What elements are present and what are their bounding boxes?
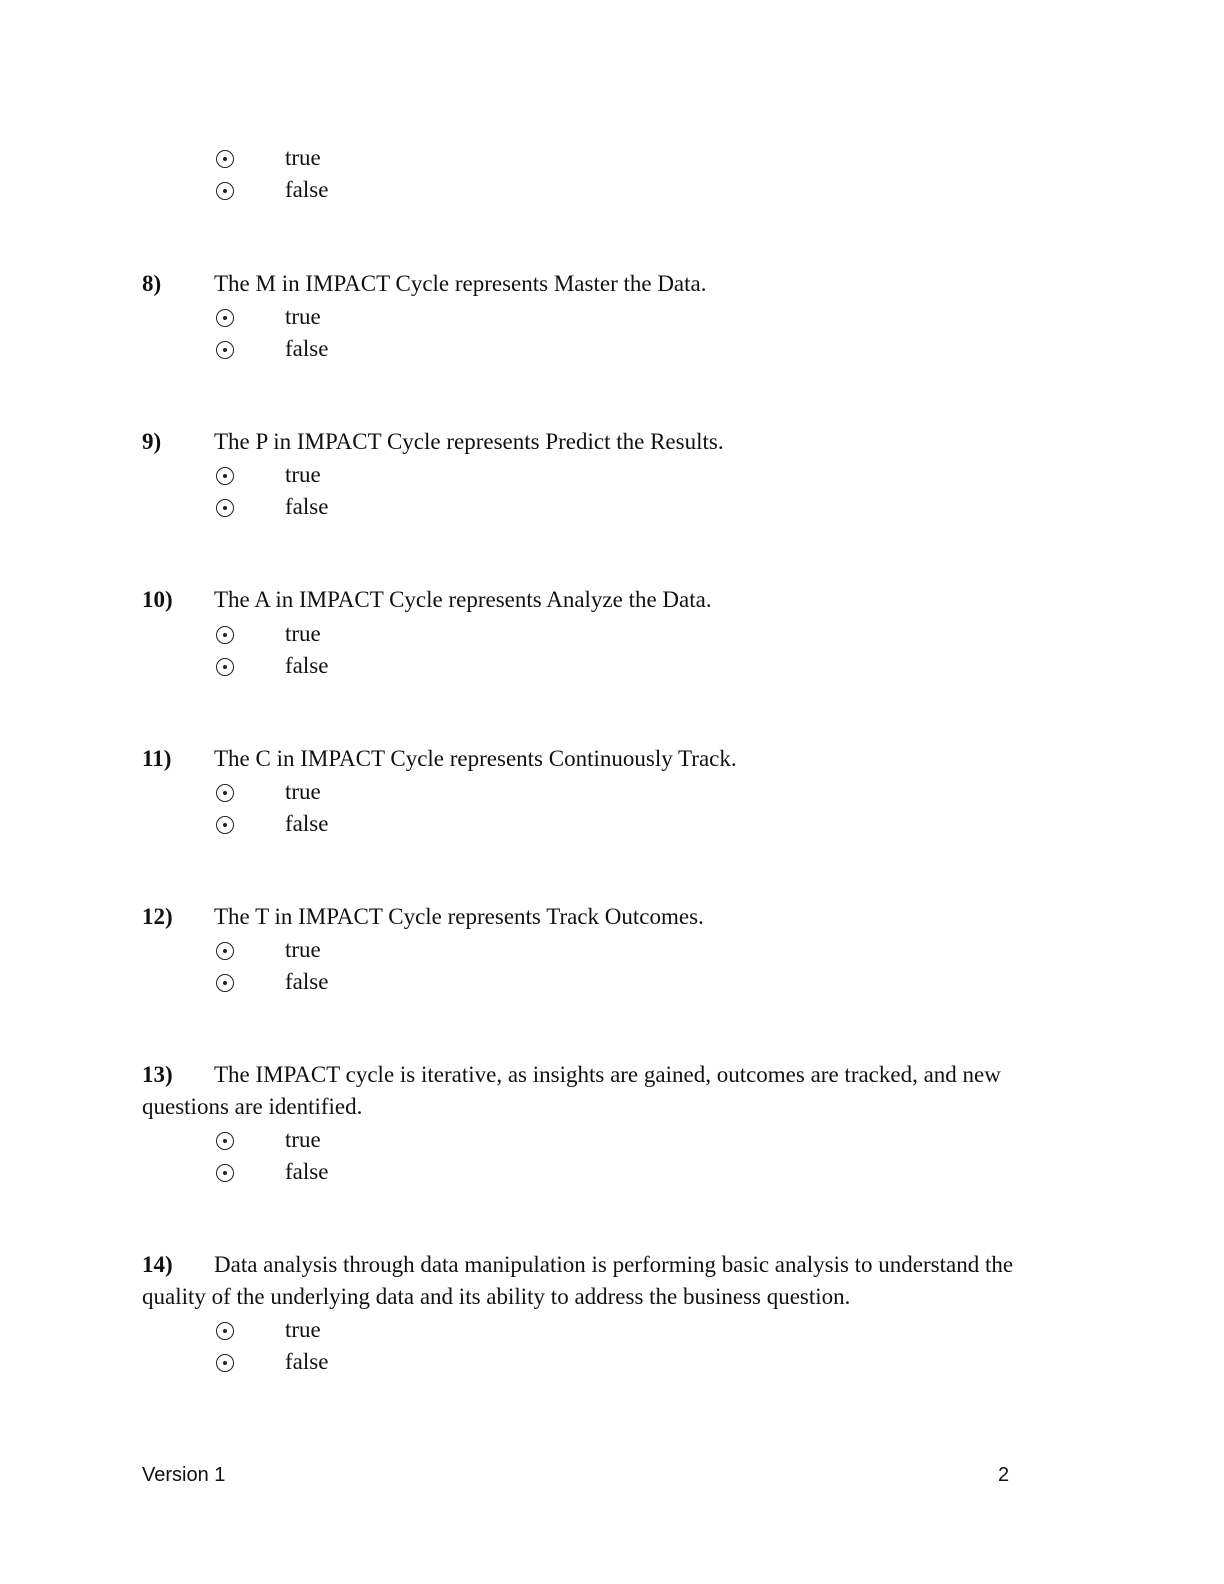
radio-icon[interactable] xyxy=(216,499,234,517)
radio-icon[interactable] xyxy=(216,309,234,327)
question-8 xyxy=(142,268,1072,300)
radio-icon[interactable] xyxy=(216,942,234,960)
option-false[interactable] xyxy=(0,177,600,208)
radio-icon[interactable] xyxy=(216,626,234,644)
footer-page-number: 2 xyxy=(998,1464,1010,1486)
question-text: Data analysis through data manipulation is performing basic analysis to understand the quality of the underlying data and its ability to address the business question. xyxy=(142,1252,1014,1309)
option-label: false xyxy=(285,1159,329,1184)
option-label: true xyxy=(285,779,321,804)
radio-icon[interactable] xyxy=(216,467,234,485)
question-11 xyxy=(142,743,1072,775)
option-false[interactable] xyxy=(0,336,600,367)
question-text: The IMPACT cycle is iterative, as insights are gained, outcomes are tracked, and new questions are identified. xyxy=(142,1062,1001,1119)
option-label: false xyxy=(285,653,329,678)
question-14 xyxy=(142,1249,1072,1313)
option-false[interactable] xyxy=(0,1349,600,1380)
question-text: The C in IMPACT Cycle represents Continuously Track. xyxy=(214,746,737,771)
option-true[interactable] xyxy=(0,1127,600,1158)
question-number: 10) xyxy=(142,587,173,612)
option-true[interactable] xyxy=(0,462,600,493)
radio-icon[interactable] xyxy=(216,816,234,834)
question-number: 12) xyxy=(142,904,173,929)
option-label: false xyxy=(285,336,329,361)
radio-icon[interactable] xyxy=(216,341,234,359)
question-text: The P in IMPACT Cycle represents Predict the Results. xyxy=(214,429,724,454)
option-label: true xyxy=(285,304,321,329)
option-false[interactable] xyxy=(0,653,600,684)
option-label: false xyxy=(285,969,329,994)
option-label: false xyxy=(285,177,329,202)
option-label: false xyxy=(285,811,329,836)
radio-icon[interactable] xyxy=(216,1164,234,1182)
radio-icon[interactable] xyxy=(216,1132,234,1150)
question-number: 14) xyxy=(142,1252,173,1277)
option-label: true xyxy=(285,937,321,962)
option-false[interactable] xyxy=(0,969,600,1000)
option-label: true xyxy=(285,145,321,170)
radio-icon[interactable] xyxy=(216,150,234,168)
question-text: The A in IMPACT Cycle represents Analyze the Data. xyxy=(214,587,712,612)
option-label: true xyxy=(285,462,321,487)
footer-version: Version 1 xyxy=(142,1464,226,1486)
question-number: 13) xyxy=(142,1062,173,1087)
question-13 xyxy=(142,1059,1072,1123)
option-false[interactable] xyxy=(0,1159,600,1190)
question-12 xyxy=(142,901,1072,933)
option-label: false xyxy=(285,1349,329,1374)
option-label: true xyxy=(285,621,321,646)
option-false[interactable] xyxy=(0,811,600,842)
option-true[interactable] xyxy=(0,937,600,968)
radio-icon[interactable] xyxy=(216,1322,234,1340)
question-9 xyxy=(142,426,1072,458)
radio-icon[interactable] xyxy=(216,1354,234,1372)
question-text: The M in IMPACT Cycle represents Master the Data. xyxy=(214,271,707,296)
option-label: true xyxy=(285,1317,321,1342)
option-false[interactable] xyxy=(0,494,600,525)
radio-icon[interactable] xyxy=(216,974,234,992)
question-text: The T in IMPACT Cycle represents Track Outcomes. xyxy=(214,904,704,929)
question-number: 9) xyxy=(142,429,162,454)
question-number: 8) xyxy=(142,271,162,296)
radio-icon[interactable] xyxy=(216,182,234,200)
option-true[interactable] xyxy=(0,304,600,335)
option-true[interactable] xyxy=(0,1317,600,1348)
option-label: false xyxy=(285,494,329,519)
option-true[interactable] xyxy=(0,145,600,176)
radio-icon[interactable] xyxy=(216,784,234,802)
question-number: 11) xyxy=(142,746,172,771)
radio-icon[interactable] xyxy=(216,658,234,676)
question-10 xyxy=(142,584,1072,616)
option-true[interactable] xyxy=(0,621,600,652)
option-true[interactable] xyxy=(0,779,600,810)
option-label: true xyxy=(285,1127,321,1152)
